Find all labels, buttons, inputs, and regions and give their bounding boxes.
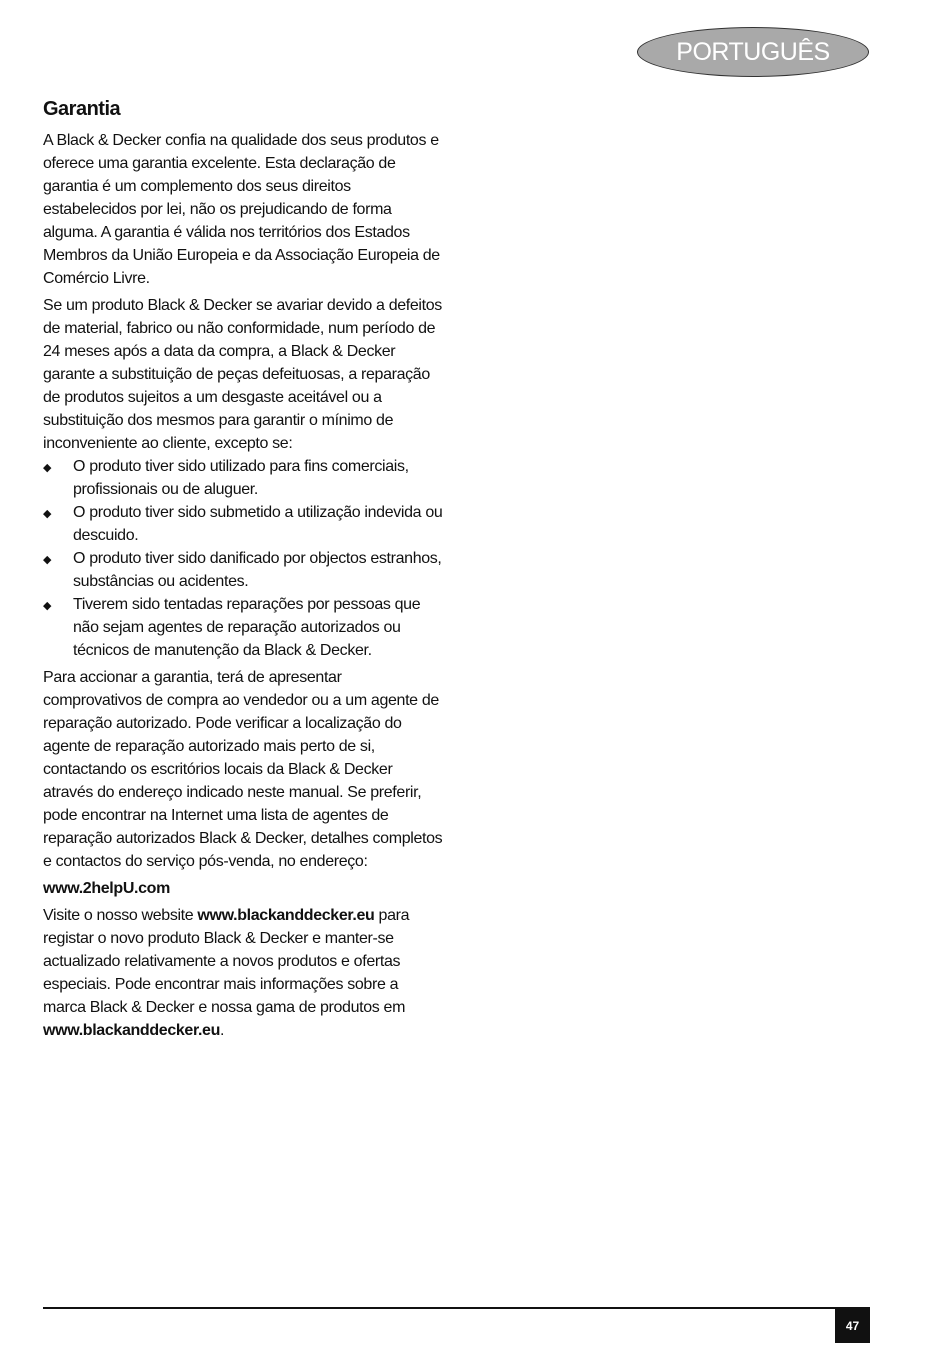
closing-link: www.blackanddecker.eu (43, 1022, 221, 1039)
page-number: 47 (835, 1309, 870, 1343)
list-item: ◆ Tiverem sido tentadas reparações por pessoas que não sejam agentes de reparação autorizados ou técnicos de manutenção da Black & Decker. (43, 593, 443, 662)
exclusions-list (43, 455, 443, 662)
diamond-bullet-icon: ◆ (43, 508, 52, 520)
list-item: ◆ O produto tiver sido danificado por objectos estranhos, substâncias ou acidentes. (43, 547, 443, 593)
diamond-bullet-icon: ◆ (43, 554, 52, 566)
footer-rule (43, 1307, 870, 1309)
website-paragraph: Visite o nosso website www.blackanddecker.eu para registar o novo produto Black & Decker e manter-se actualizado relativamente a novos produtos e ofertas especiais. Pode encontrar mais informações sobre a marca Black & Decker e nossa gama de produtos em www.blackanddecker.eu. (43, 907, 410, 1039)
diamond-bullet-icon: ◆ (43, 600, 52, 612)
list-item: ◆ O produto tiver sido utilizado para fins comerciais, profissionais ou de aluguer. (43, 455, 443, 501)
conditions-paragraph: Se um produto Black & Decker se avariar devido a defeitos de material, fabrico ou não conformidade, num período de 24 meses após a data da compra, a Black & Decker garante a substituição de peças defeituosas, a reparação de produtos sujeitos a um desgaste aceitável ou a substituição dos mesmos para garantir o mínimo de inconveniente ao cliente, excepto se: (43, 297, 442, 452)
language-badge: PORTUGUÊS (637, 27, 869, 77)
warranty-section (43, 95, 443, 1046)
list-item: ◆ O produto tiver sido submetido a utilização indevida ou descuido. (43, 501, 443, 547)
section-title: Garantia (43, 98, 121, 120)
diamond-bullet-icon: ◆ (43, 462, 52, 474)
intro-paragraph: A Black & Decker confia na qualidade dos seus produtos e oferece uma garantia excelente. Esta declaração de garantia é um complemento dos seus direitos estabelecidos por lei, não os prejudicando de forma alguma. A garantia é válida nos territórios dos Estados Membros da União Europeia e da Associação Europeia de Comércio Livre. (43, 132, 440, 287)
support-url: www.2helpU.com (43, 880, 170, 897)
claim-paragraph: Para accionar a garantia, terá de apresentar comprovativos de compra ao vendedor ou a um agente de reparação autorizado. Pode verificar a localização do agente de reparação autorizado mais perto de si, contactando os escritórios locais da Black & Decker através do endereço indicado neste manual. Se preferir, pode encontrar na Internet uma lista de agentes de reparação autorizados Black & Decker, detalhes completos e contactos do serviço pós-venda, no endereço: (43, 669, 443, 870)
website-link: www.blackanddecker.eu (197, 907, 375, 924)
